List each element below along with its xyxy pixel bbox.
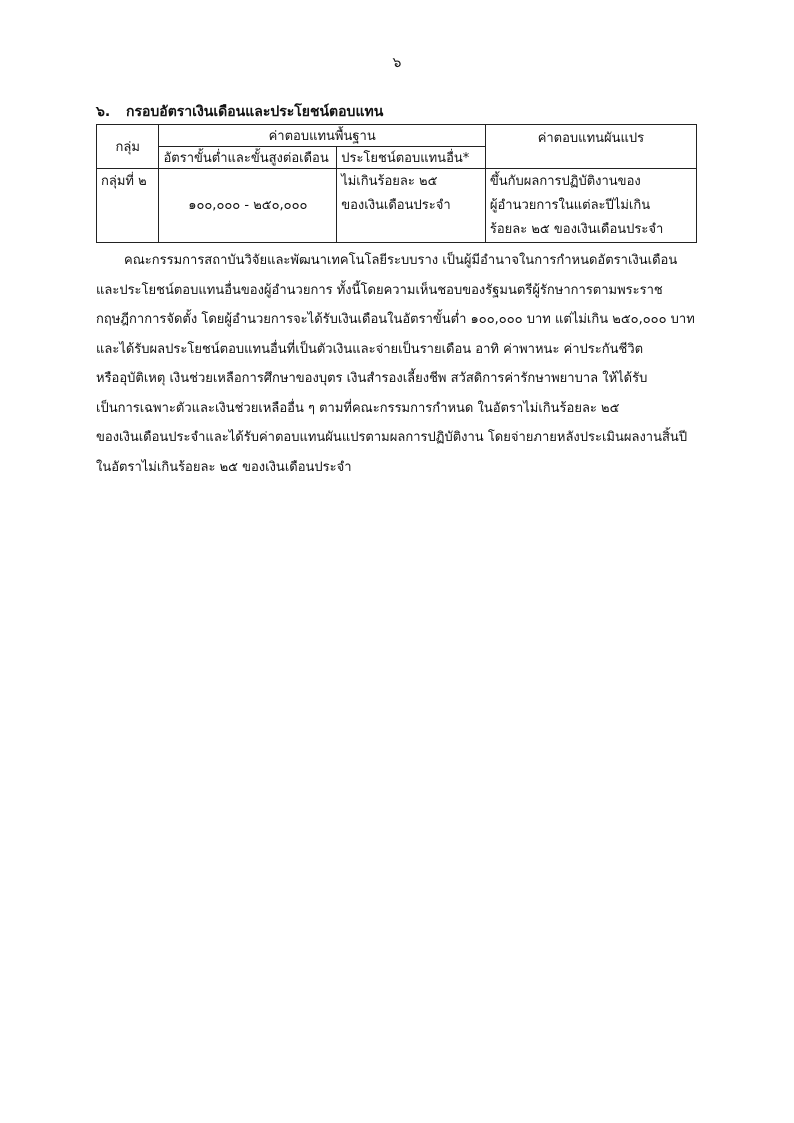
table-row: [97, 169, 697, 243]
cell-text-line: ของเงินเดือนประจำ: [341, 198, 451, 213]
cell-text-line: ขึ้นกับผลการปฏิบัติงานของ: [489, 174, 641, 189]
table-header-row: [97, 125, 697, 147]
cell-rate: ๑๐๐,๐๐๐ - ๒๕๐,๐๐๐: [159, 169, 337, 243]
paragraph-line: หรืออุบัติเหตุ เงินช่วยเหลือการศึกษาของบุตร เงินสำรองเลี้ยงชีพ สวัสดิการค่ารักษาพยาบาล ให้ได้รับ: [96, 371, 648, 386]
header-variable-compensation: ค่าตอบแทนผันแปร: [485, 125, 696, 169]
cell-other-benefit: [337, 169, 486, 243]
paragraph-line: และประโยชน์ตอบแทนอื่นของผู้อำนวยการ ทั้งนี้โดยความเห็นชอบของรัฐมนตรีผู้รักษาการตามพระราช: [96, 282, 663, 298]
header-group: กลุ่ม: [97, 125, 159, 169]
cell-variable-compensation: [485, 169, 696, 243]
section-title: กรอบอัตราเงินเดือนและประโยชน์ตอบแทน: [126, 104, 384, 120]
paragraph-line: กฤษฎีกาการจัดตั้ง โดยผู้อำนวยการจะได้รับเงินเดือนในอัตราขั้นต่ำ ๑๐๐,๐๐๐ บาท แต่ไม่เกิน ๒๕๐,๐๐๐ บาท: [96, 312, 695, 327]
section-heading: [96, 101, 383, 123]
header-rate: อัตราขั้นต่ำและขั้นสูงต่อเดือน: [159, 147, 337, 169]
cell-text-line: ไม่เกินร้อยละ ๒๕: [341, 174, 438, 189]
cell-group: กลุ่มที่ ๒: [97, 169, 159, 243]
paragraph-line: เป็นการเฉพาะตัวและเงินช่วยเหลืออื่น ๆ ตามที่คณะกรรมการกำหนด ในอัตราไม่เกินร้อยละ ๒๕: [96, 400, 620, 416]
cell-text-line: ผู้อำนวยการในแต่ละปีไม่เกิน: [489, 198, 651, 213]
page-number: ๖: [392, 55, 402, 71]
paragraph-line: และได้รับผลประโยชน์ตอบแทนอื่นที่เป็นตัวเงินและจ่ายเป็นรายเดือน อาทิ ค่าพาหนะ ค่าประกันชีวิต: [96, 341, 644, 357]
paragraph-line: คณะกรรมการสถาบันวิจัยและพัฒนาเทคโนโลยีระบบราง เป็นผู้มีอำนาจในการกำหนดอัตราเงินเดือน: [124, 253, 678, 268]
body-paragraph: [96, 246, 697, 482]
paragraph-line: ของเงินเดือนประจำและได้รับค่าตอบแทนผันแปรตามผลการปฏิบัติงาน โดยจ่ายภายหลังประเมินผลงานสิ้นปี: [96, 430, 688, 445]
paragraph-line: ในอัตราไม่เกินร้อยละ ๒๕ ของเงินเดือนประจำ: [96, 459, 352, 475]
compensation-table: [96, 124, 697, 243]
header-other-benefit: ประโยชน์ตอบแทนอื่น*: [337, 147, 486, 169]
header-base-compensation: ค่าตอบแทนพื้นฐาน: [159, 125, 485, 147]
section-number: ๖.: [96, 104, 111, 120]
cell-text-line: ร้อยละ ๒๕ ของเงินเดือนประจำ: [489, 222, 664, 237]
